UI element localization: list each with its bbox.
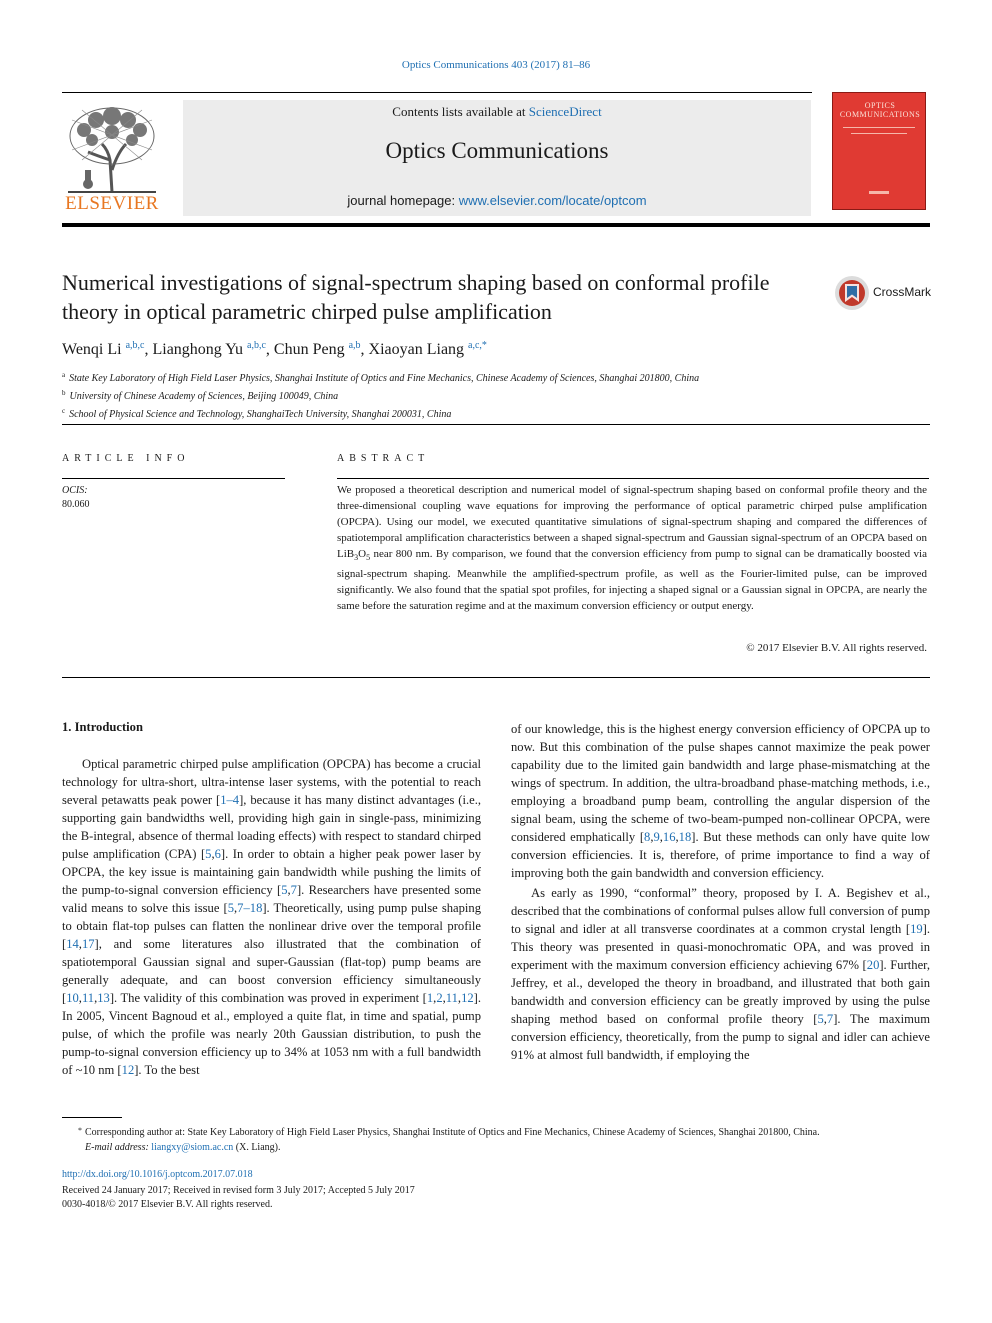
citation-link[interactable]: 11 [445, 991, 458, 1005]
issn-line: 0030-4018/© 2017 Elsevier B.V. All rights reserved. [62, 1199, 273, 1210]
author-name[interactable]: Xiaoyan Liang [368, 341, 465, 358]
body-text: of our knowledge, this is the highest energy conversion efficiency of OPCPA up to now. But this combination of the pulse shapes cannot maximize the peak power capability due to the limited gain bandwidth and large phase-mismatching at the wings of spectrum. In addition, the ultra-broadband phase-matching methods, i.e., employing a broadband pump beam, controlling the angular dispersion of the signal beam, using the scheme of two-beam-pumped non-collinear OPCPA, were considered emphatically [ [511, 722, 930, 844]
abstract-rule [337, 478, 929, 479]
body-text: ]. But these methods can only have quite low conversion efficiencies. It is, therefore, of prime importance to find a way of improving both the gain bandwidth and conversion efficiency. [511, 830, 930, 880]
homepage-prefix: journal homepage: [347, 193, 459, 208]
body-text: ]. The maximum conversion efficiency, theoretically, from the pump to signal and idler can achieve 91% at almost full bandwidth, if employing the [511, 1012, 930, 1062]
body-column-left [62, 755, 481, 1079]
body-text: , [78, 937, 82, 951]
crossmark-label[interactable]: CrossMark [873, 285, 932, 299]
body-text: Optical parametric chirped pulse amplification (OPCPA) has become a crucial technology for ultra-short, ultra-intense laser systems, with the potential to reach several petawatts peak power [ [62, 757, 481, 807]
citation-link[interactable]: 5 [205, 847, 212, 861]
affiliation-item [62, 404, 699, 422]
citation-link[interactable]: 6 [214, 847, 221, 861]
footnote-marker: * [78, 1126, 82, 1135]
body-paragraph [511, 884, 930, 1064]
article-title: Numerical investigations of signal-spectrum shaping based on conformal profile theory in optical parametric chirped pulse amplification [62, 270, 770, 324]
author-name[interactable]: Chun Peng [273, 341, 345, 358]
citation-link[interactable]: 5 [227, 901, 235, 915]
body-text: , [287, 883, 291, 897]
cover-rule [851, 133, 907, 134]
author-separator: , [360, 341, 369, 358]
author-affiliation-marks[interactable]: a,c,* [468, 340, 487, 351]
citation-link[interactable]: 7–18 [237, 901, 263, 915]
masthead-rule [62, 223, 930, 227]
citation-link[interactable]: 5 [281, 883, 288, 897]
article-info-rule [62, 478, 285, 479]
homepage-line [183, 193, 811, 208]
citation-link[interactable]: 2 [436, 991, 443, 1005]
homepage-link[interactable]: www.elsevier.com/locate/optcom [458, 193, 647, 208]
body-text: , [234, 901, 238, 915]
abstract-subscript: 3 [354, 553, 359, 563]
abstract-text-part: O [358, 548, 367, 560]
body-column-right [511, 720, 930, 1064]
contents-line [183, 104, 811, 120]
affiliation-text: University of Chinese Academy of Sciences, Beijing 100049, China [69, 391, 339, 402]
footnote-rule [62, 1117, 122, 1118]
cover-mark [869, 191, 889, 194]
sciencedirect-link[interactable]: ScienceDirect [528, 104, 602, 119]
abstract-text [337, 482, 927, 614]
citation-link[interactable]: 1–4 [220, 793, 240, 807]
abstract-subscript: 5 [366, 553, 371, 563]
abstract-heading: ABSTRACT [337, 453, 430, 464]
body-text: ]. Further, Jeffrey, et al., developed the theory in broadband, and illustrated that both gain bandwidth and conversion efficiency can be greatly improved by using the pulse shaping method based on conformal profile theory [ [511, 958, 931, 1026]
body-text: , [94, 991, 98, 1005]
abstract-text-part: near 800 nm. By comparison, we found that the conversion efficiency from pump to signal can be dramatically boosted via signal-spectrum shaping. Meanwhile the amplified-spectrum profile, as well as the Fourier-limited pulse, can be improved significantly. We also found that the spatial spot profiles, for injecting a shaped signal or a Gaussian signal in OPCPA, are nearly the same before the saturation regime and at the maximum conversion efficiency or output energy. [337, 548, 927, 613]
citation-link[interactable]: 20 [866, 958, 880, 972]
doi-link[interactable]: http://dx.doi.org/10.1016/j.optcom.2017.07.018 [62, 1169, 253, 1180]
citation-link[interactable]: 18 [678, 830, 692, 844]
cover-rule [843, 127, 915, 128]
body-text: ], because it has many distinct advantages (i.e., supporting gain bandwidths well, providing high gain in single-pass, minimizing the B-integral, absence of thermal loading effects) with respect to standard chirped pulse amplification (CPA) [ [62, 793, 481, 861]
body-text: ]. Theoretically, using pump pulse shaping to obtain flat-top pulses can flatten the nonlinear drive over the temporal profile [ [62, 901, 482, 951]
affiliation-letter: b [62, 389, 66, 397]
article-info-heading: ARTICLE INFO [62, 453, 190, 464]
body-text: , [457, 991, 462, 1005]
body-text: , [433, 991, 437, 1005]
journal-title: Optics Communications [385, 138, 609, 163]
affiliation-text: State Key Laboratory of High Field Laser Physics, Shanghai Institute of Optics and Fine Mechanics, Chinese Academy of Sciences, Shanghai 201800, China [69, 373, 700, 384]
citation-link[interactable]: 17 [81, 937, 95, 951]
body-paragraph [62, 755, 481, 1079]
author-separator: , [144, 341, 153, 358]
citation-link[interactable]: 7 [290, 883, 297, 897]
citation-link[interactable]: 13 [97, 991, 110, 1005]
citation-link[interactable]: 12 [121, 1063, 135, 1077]
section-rule [62, 424, 930, 425]
citation-link[interactable]: 19 [910, 922, 923, 936]
email-label: E-mail address: [85, 1142, 149, 1153]
introduction-heading: 1. Introduction [62, 720, 143, 734]
citation-link[interactable]: 14 [66, 937, 79, 951]
body-text: ]. This theory was presented in quasi-monochromatic OPA, and was proved in experiment with the maximum conversion efficiency achieving 67% [ [511, 922, 930, 972]
email-suffix: (X. Liang). [233, 1142, 281, 1153]
body-text: ]. Researchers have presented some valid means to solve this issue [ [62, 883, 481, 915]
citation-link[interactable]: 1 [426, 991, 434, 1005]
citation-link[interactable]: 11 [81, 991, 95, 1005]
citation-link[interactable]: 9 [653, 830, 660, 844]
publisher-wordmark: ELSEVIER [65, 193, 159, 214]
author-separator: , [265, 341, 274, 358]
body-paragraph [511, 720, 930, 882]
affiliation-letter: c [62, 407, 66, 415]
author-list [62, 340, 487, 359]
citation-link[interactable]: 5 [817, 1012, 824, 1026]
body-text: , [659, 830, 663, 844]
body-text: ]. In order to obtain a higher peak power laser by OPCPA, the key issue is maintaining gain bandwidth while pushing the limits of the pump-to-signal conversion efficiency [ [62, 847, 481, 897]
body-text: As early as 1990, “conformal” theory, proposed by I. A. Begishev et al., described that the combinations of conformal pulses allow full conversion of pump to signal and idler at all transverse coordinates at a common crystal length [ [511, 886, 930, 936]
author-affiliation-marks[interactable]: a,b,c [125, 340, 145, 351]
email-link[interactable]: liangxy@siom.ac.cn [151, 1142, 234, 1153]
body-text: ]. In 2005, Vincent Bagnoud et al., employed a quite flat, in time and spatial, pump pulse, of which the profile was nearly 20th Gaussian distribution, to push the pump-to-signal conversion efficiency up to 34% at 1053 nm with a full bandwidth of ~10 nm [ [62, 991, 481, 1077]
affiliation-item [62, 368, 699, 386]
section-rule [62, 677, 930, 678]
ocis-value: 80.060 [62, 499, 90, 510]
body-text: , [650, 830, 654, 844]
body-text: ]. The validity of this combination was proved in experiment [ [109, 991, 427, 1005]
body-text: , [823, 1012, 827, 1026]
citation-link[interactable]: 16 [662, 830, 676, 844]
corresponding-author-footnote [62, 1123, 930, 1155]
cover-title: OPTICS COMMUNICATIONS [839, 101, 921, 119]
body-text: , [442, 991, 446, 1005]
affiliation-letter: a [62, 371, 66, 379]
abstract-copyright: © 2017 Elsevier B.V. All rights reserved. [746, 642, 927, 654]
body-text: ], and some literatures also illustrated that the combination of spatiotemporal Gaussian signal and super-Gaussian (flat-top) pump beams are generally adequate, and can boost conversion efficiency simultaneously [ [62, 937, 481, 1005]
received-dates: Received 24 January 2017; Received in revised form 3 July 2017; Accepted 5 July 2017 [62, 1185, 415, 1196]
citation-link[interactable]: 12 [461, 991, 474, 1005]
author-affiliation-marks[interactable]: a,b [348, 340, 361, 351]
crossmark-icon [834, 275, 870, 311]
contents-prefix: Contents lists available at [392, 104, 529, 119]
citation-link[interactable]: 10 [66, 991, 79, 1005]
body-text: , [675, 830, 679, 844]
header-rule [62, 92, 812, 93]
citation-link[interactable]: 8 [644, 830, 651, 844]
journal-cover[interactable] [832, 92, 926, 210]
citation-link[interactable]: 7 [826, 1012, 834, 1026]
abstract-text-part: We proposed a theoretical description and numerical model of signal-spectrum shaping based on conformal profile theory and the three-dimensional coupling wave equations for improving the performance of optical parametric chirped pulse amplification (OPCPA). Using our model, we executed quantitative simulations of signal-spectrum shaping and compared the differences of spatiotemporal amplification characteristics between a shaped signal-spectrum and Gaussian signal-spectrum of an OPCPA based on LiB [337, 484, 927, 560]
author-affiliation-marks[interactable]: a,b,c [247, 340, 266, 351]
author-name[interactable]: Lianghong Yu [152, 341, 243, 358]
elsevier-logo [62, 100, 162, 215]
body-text: , [211, 847, 215, 861]
ocis-label: OCIS: [62, 485, 88, 496]
author-name[interactable]: Wenqi Li [62, 341, 122, 358]
affiliation-list [62, 368, 699, 422]
affiliation-text: School of Physical Science and Technology, ShanghaiTech University, Shanghai 200031, China [69, 409, 452, 420]
footnote-text: Corresponding author at: State Key Laboratory of High Field Laser Physics, Shanghai Institute of Optics and Fine Mechanics, Chinese Academy of Sciences, Shanghai 201800, China. [85, 1127, 820, 1138]
body-text: ]. To the best [134, 1063, 200, 1077]
affiliation-item [62, 386, 699, 404]
body-text: , [78, 991, 82, 1005]
journal-reference-link[interactable]: Optics Communications 403 (2017) 81–86 [401, 59, 591, 71]
